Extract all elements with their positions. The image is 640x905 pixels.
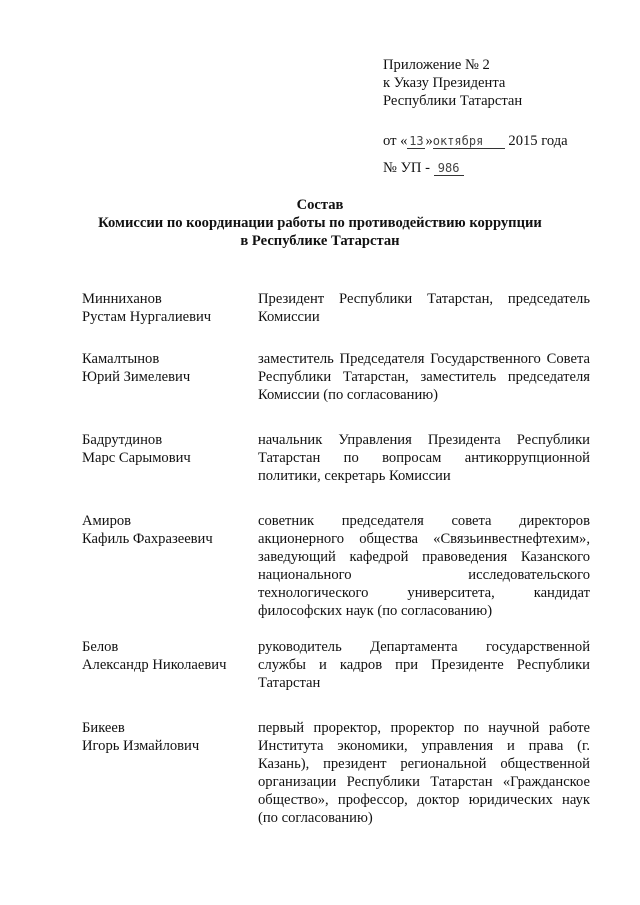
member-surname: Бикеев bbox=[82, 720, 125, 736]
appendix-header bbox=[383, 56, 623, 177]
member-surname: Камалтынов bbox=[82, 351, 160, 367]
member-surname: Минниханов bbox=[82, 291, 162, 307]
member-name bbox=[82, 719, 252, 755]
appendix-decree-ref: к Указу Президента bbox=[383, 75, 506, 91]
member-role: первый проректор, проректор по научной работе Института экономики, управления и права (г. Казань), президент региональной общественной организации Республики Татарстан «Гражданское общество», профессор, доктор юридических наук (по согласованию) bbox=[258, 720, 590, 826]
member-role: советник председателя совета директоров акционерного общества «Связьинвестнефтехим», заведующий кафедрой правоведения Казанского национального исследовательского технологического университета, кандидат философских наук (по согласованию) bbox=[258, 513, 590, 619]
document-title bbox=[40, 196, 600, 250]
decree-number bbox=[383, 159, 623, 177]
member-role: Президент Республики Татарстан, председатель Комиссии bbox=[258, 291, 590, 325]
member-given-name: Юрий Зимелевич bbox=[82, 369, 191, 385]
date-day: 13 bbox=[409, 134, 424, 148]
date-prefix: от « bbox=[383, 133, 408, 149]
member-given-name: Александр Николаевич bbox=[82, 657, 227, 673]
member-surname: Амиров bbox=[82, 513, 132, 529]
member-surname: Бадрутдинов bbox=[82, 432, 163, 448]
member-role: руководитель Департамента государственной службы и кадров при Президенте Республики Татарстан bbox=[258, 639, 590, 691]
member-name bbox=[82, 350, 252, 386]
date-mid: » bbox=[425, 133, 433, 149]
decree-date bbox=[383, 132, 623, 150]
date-year: 2015 года bbox=[508, 133, 568, 149]
title-line-3: в Республике Татарстан bbox=[240, 233, 400, 249]
member-given-name: Марс Сарымович bbox=[82, 450, 191, 466]
title-line-1: Состав bbox=[296, 197, 344, 213]
date-month: октября bbox=[433, 135, 505, 149]
member-name bbox=[82, 290, 252, 326]
appendix-republic: Республики Татарстан bbox=[383, 93, 523, 109]
member-role: начальник Управления Президента Республики Татарстан по вопросам антикоррупционной политики, секретарь Комиссии bbox=[258, 432, 590, 484]
member-given-name: Рустам Нургалиевич bbox=[82, 309, 212, 325]
member-name bbox=[82, 638, 252, 674]
member-name bbox=[82, 431, 252, 467]
number-value: 986 bbox=[434, 162, 464, 176]
appendix-number: Приложение № 2 bbox=[383, 57, 490, 73]
title-line-2: Комиссии по координации работы по противодействию коррупции bbox=[98, 215, 542, 231]
member-name bbox=[82, 512, 252, 548]
member-given-name: Кафиль Фахразеевич bbox=[82, 531, 213, 547]
member-surname: Белов bbox=[82, 639, 119, 655]
member-given-name: Игорь Измайлович bbox=[82, 738, 200, 754]
member-role: заместитель Председателя Государственного Совета Республики Татарстан, заместитель председателя Комиссии (по согласованию) bbox=[258, 351, 590, 403]
number-prefix: № УП - bbox=[383, 160, 430, 176]
